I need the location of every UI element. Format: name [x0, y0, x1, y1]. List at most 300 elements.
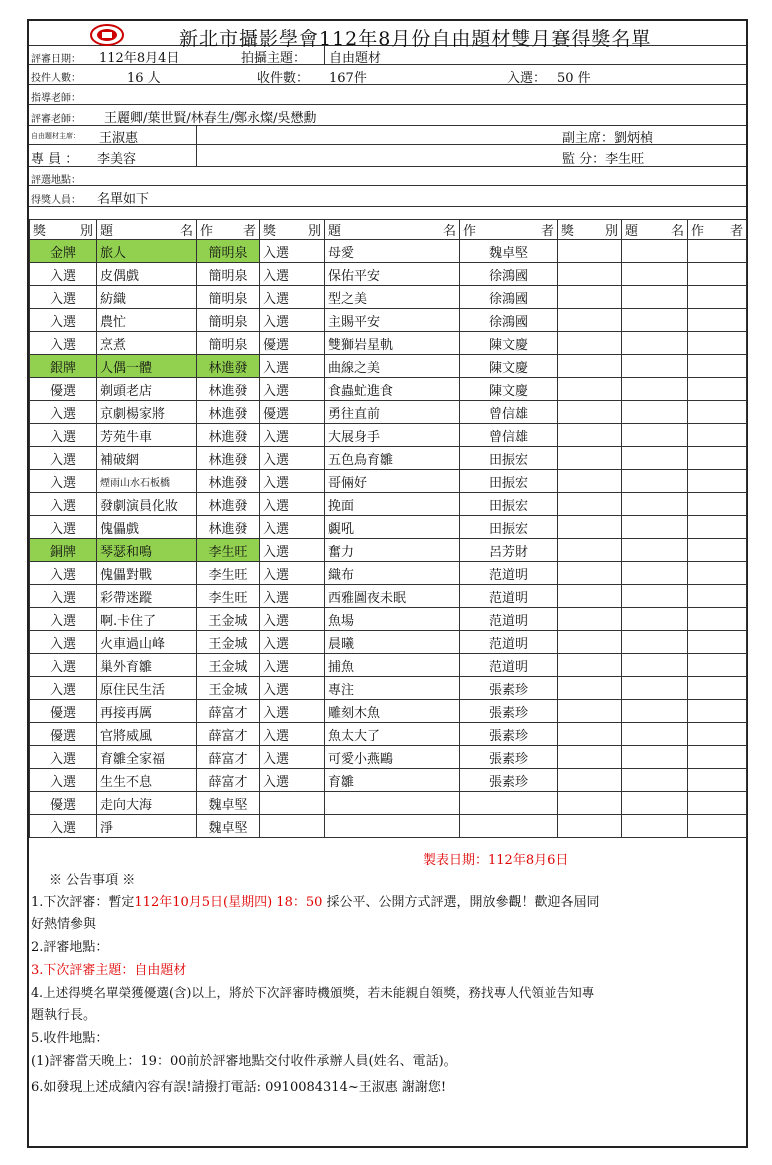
award-cell: 入選 [30, 470, 97, 493]
title-cell: 啊.卡住了 [97, 608, 197, 631]
award-cell: 入選 [260, 286, 325, 309]
venue-label: 評選地點： [31, 175, 81, 186]
empty-cell [688, 355, 747, 378]
title-cell: 生生不息 [97, 769, 197, 792]
award-cell: 優選 [30, 378, 97, 401]
empty-cell [688, 792, 747, 815]
award-cell: 入選 [260, 493, 325, 516]
author-cell: 徐鴻國 [460, 309, 558, 332]
table-row [30, 286, 747, 309]
title-cell: 補破網 [97, 447, 197, 470]
title-cell: 魚場 [325, 608, 460, 631]
empty-cell [558, 677, 622, 700]
empty-cell [622, 263, 688, 286]
officer-label: 專 員 ： [31, 152, 79, 167]
notice-line-5a: (1)評審當天晚上：19：00前於評審地點交付收件承辦人員(姓名、電話)。 [31, 1054, 457, 1069]
table-row [30, 654, 747, 677]
author-cell: 李生旺 [197, 562, 260, 585]
title-cell: 育雛 [325, 769, 460, 792]
table-row [30, 792, 747, 815]
judge-date: 112年8月4日 [99, 51, 180, 66]
author-cell: 徐鴻國 [460, 263, 558, 286]
venue-row [29, 167, 746, 186]
chair-row [29, 126, 746, 145]
table-row [30, 723, 747, 746]
title-cell: 捕魚 [325, 654, 460, 677]
award-cell: 入選 [260, 378, 325, 401]
table-row [30, 539, 747, 562]
empty-cell [688, 562, 747, 585]
title-row [29, 21, 746, 50]
empty-cell [688, 677, 747, 700]
award-cell: 入選 [260, 746, 325, 769]
table-row [30, 378, 747, 401]
title-cell: 哥倆好 [325, 470, 460, 493]
award-cell: 入選 [260, 447, 325, 470]
empty-cell [558, 447, 622, 470]
empty-cell [688, 263, 747, 286]
author-cell: 林進發 [197, 424, 260, 447]
award-cell: 入選 [260, 769, 325, 792]
winners-label: 得獎人員： [31, 195, 81, 206]
author-cell: 范道明 [460, 585, 558, 608]
award-cell: 優選 [260, 401, 325, 424]
column-header: 題 名 [97, 220, 197, 240]
author-cell: 薛富才 [197, 723, 260, 746]
table-row [30, 677, 747, 700]
title-cell: 官將威風 [97, 723, 197, 746]
award-cell: 入選 [30, 516, 97, 539]
table-row [30, 562, 747, 585]
theme-label: 拍攝主題： [241, 51, 307, 66]
empty-cell [558, 608, 622, 631]
award-cell: 入選 [260, 585, 325, 608]
empty-cell [558, 263, 622, 286]
title-cell: 雙獅岩星軌 [325, 332, 460, 355]
award-cell: 入選 [260, 700, 325, 723]
award-cell: 優選 [30, 723, 97, 746]
title-cell: 曲線之美 [325, 355, 460, 378]
empty-cell [622, 769, 688, 792]
award-cell: 優選 [30, 792, 97, 815]
award-cell: 入選 [30, 309, 97, 332]
selected-label: 入選： [507, 71, 547, 86]
author-cell: 林進發 [197, 401, 260, 424]
award-cell: 優選 [260, 332, 325, 355]
author-cell: 薛富才 [197, 769, 260, 792]
author-cell: 陳文慶 [460, 378, 558, 401]
table-row [30, 309, 747, 332]
author-cell: 張素珍 [460, 746, 558, 769]
author-cell: 范道明 [460, 631, 558, 654]
title-cell: 紡織 [97, 286, 197, 309]
title-cell: 覷吼 [325, 516, 460, 539]
scorer: 監 分：李生旺 [562, 152, 645, 167]
title-cell [325, 792, 460, 815]
author-cell: 張素珍 [460, 769, 558, 792]
author-cell: 薛富才 [197, 700, 260, 723]
empty-cell [558, 516, 622, 539]
empty-cell [688, 401, 747, 424]
empty-cell [622, 700, 688, 723]
empty-cell [688, 769, 747, 792]
empty-cell [558, 424, 622, 447]
award-cell: 入選 [260, 631, 325, 654]
empty-cell [622, 493, 688, 516]
winners: 名單如下 [97, 192, 150, 207]
title-cell: 育雛全家福 [97, 746, 197, 769]
empty-cell [558, 815, 622, 838]
officer: 李美容 [97, 152, 137, 167]
notice-line-5: 5.收件地點： [31, 1031, 109, 1046]
award-cell: 銅牌 [30, 539, 97, 562]
author-cell: 田振宏 [460, 470, 558, 493]
award-cell: 入選 [260, 470, 325, 493]
author-cell: 林進發 [197, 493, 260, 516]
empty-cell [558, 493, 622, 516]
entrants-row [29, 65, 746, 85]
empty-cell [688, 240, 747, 263]
title-cell: 型之美 [325, 286, 460, 309]
author-cell: 林進發 [197, 470, 260, 493]
column-header: 獎 別 [558, 220, 622, 240]
author-cell: 徐鴻國 [460, 286, 558, 309]
empty-cell [688, 585, 747, 608]
empty-cell [688, 608, 747, 631]
empty-cell [622, 654, 688, 677]
title-cell: 巢外育雛 [97, 654, 197, 677]
table-row [30, 608, 747, 631]
award-cell: 入選 [260, 608, 325, 631]
author-cell: 簡明泉 [197, 332, 260, 355]
author-cell: 呂芳財 [460, 539, 558, 562]
empty-cell [622, 516, 688, 539]
author-cell: 李生旺 [197, 539, 260, 562]
author-cell: 王金城 [197, 677, 260, 700]
award-cell: 金牌 [30, 240, 97, 263]
title-cell: 傀儡對戰 [97, 562, 197, 585]
received-label: 收件數： [257, 71, 310, 86]
award-cell: 入選 [30, 815, 97, 838]
award-cell: 入選 [260, 516, 325, 539]
empty-cell [688, 631, 747, 654]
empty-cell [558, 332, 622, 355]
title-cell: 保佑平安 [325, 263, 460, 286]
award-cell: 入選 [260, 240, 325, 263]
empty-cell [622, 631, 688, 654]
empty-cell [558, 585, 622, 608]
title-cell: 琴瑟和鳴 [97, 539, 197, 562]
award-cell: 入選 [260, 309, 325, 332]
empty-cell [622, 424, 688, 447]
empty-cell [622, 792, 688, 815]
title-cell: 淨 [97, 815, 197, 838]
title-cell: 烹煮 [97, 332, 197, 355]
author-cell: 王金城 [197, 631, 260, 654]
title-cell: 織布 [325, 562, 460, 585]
notice-line-1b: 好熱情參與 [31, 917, 97, 932]
author-cell: 曾信雄 [460, 401, 558, 424]
author-cell: 張素珍 [460, 700, 558, 723]
author-cell: 林進發 [197, 378, 260, 401]
theme: 自由題材 [329, 51, 382, 66]
award-cell: 入選 [30, 769, 97, 792]
empty-cell [688, 493, 747, 516]
empty-cell [622, 447, 688, 470]
empty-cell [688, 309, 747, 332]
empty-cell [622, 240, 688, 263]
author-cell: 范道明 [460, 654, 558, 677]
award-cell: 入選 [30, 263, 97, 286]
empty-cell [558, 401, 622, 424]
vice-chair: 副主席：劉炳楨 [562, 131, 654, 146]
empty-cell [558, 654, 622, 677]
empty-cell [622, 562, 688, 585]
instructor-row [29, 85, 746, 105]
title-cell [325, 815, 460, 838]
empty-cell [688, 815, 747, 838]
award-cell: 入選 [260, 263, 325, 286]
table-row [30, 746, 747, 769]
author-cell: 曾信雄 [460, 424, 558, 447]
empty-cell [688, 332, 747, 355]
award-cell: 入選 [30, 447, 97, 470]
empty-cell [558, 378, 622, 401]
author-cell: 田振宏 [460, 516, 558, 539]
empty-cell [688, 378, 747, 401]
empty-cell [688, 746, 747, 769]
empty-cell [622, 585, 688, 608]
author-cell: 張素珍 [460, 723, 558, 746]
award-cell [260, 792, 325, 815]
column-header: 作 者 [197, 220, 260, 240]
officer-row [29, 145, 746, 167]
title-cell: 食蟲虻進食 [325, 378, 460, 401]
author-cell: 簡明泉 [197, 263, 260, 286]
author-cell: 魏卓堅 [460, 240, 558, 263]
empty-cell [558, 723, 622, 746]
author-cell: 王金城 [197, 654, 260, 677]
award-sheet [27, 19, 748, 1148]
author-cell: 李生旺 [197, 585, 260, 608]
notice-line-4b: 題執行長。 [31, 1008, 97, 1023]
award-cell: 入選 [30, 424, 97, 447]
instructor-label: 指導老師： [31, 93, 81, 104]
empty-cell [622, 677, 688, 700]
winners-row [29, 186, 746, 207]
award-cell: 入選 [260, 654, 325, 677]
table-row [30, 332, 747, 355]
author-cell: 陳文慶 [460, 355, 558, 378]
author-cell [460, 815, 558, 838]
author-cell: 魏卓堅 [197, 792, 260, 815]
title-cell: 魚太大了 [325, 723, 460, 746]
author-cell: 林進發 [197, 355, 260, 378]
judge-date-label: 評審日期： [31, 54, 81, 65]
empty-cell [622, 286, 688, 309]
award-cell: 入選 [30, 654, 97, 677]
title-cell: 勇往直前 [325, 401, 460, 424]
entrants-label: 投件人數： [31, 73, 81, 84]
title-cell: 奮力 [325, 539, 460, 562]
empty-cell [558, 631, 622, 654]
title-cell: 雕刻木魚 [325, 700, 460, 723]
table-row [30, 815, 747, 838]
empty-cell [688, 447, 747, 470]
table-row [30, 631, 747, 654]
column-header: 獎 別 [30, 220, 97, 240]
empty-cell [622, 401, 688, 424]
empty-cell [622, 608, 688, 631]
title-cell: 母愛 [325, 240, 460, 263]
received: 167件 [329, 71, 367, 86]
empty-cell [622, 309, 688, 332]
judges: 王麗卿/葉世賢/林春生/鄭永燦/吳懋勳 [104, 111, 317, 126]
award-cell: 入選 [30, 493, 97, 516]
author-cell: 簡明泉 [197, 309, 260, 332]
notice-line-2: 2.評審地點： [31, 940, 109, 955]
award-cell: 入選 [30, 286, 97, 309]
column-header: 題 名 [622, 220, 688, 240]
award-cell: 入選 [260, 677, 325, 700]
author-cell: 范道明 [460, 608, 558, 631]
empty-cell [558, 286, 622, 309]
column-header: 作 者 [460, 220, 558, 240]
table-row [30, 355, 747, 378]
title-cell: 剃頭老店 [97, 378, 197, 401]
award-cell: 入選 [30, 608, 97, 631]
empty-cell [688, 539, 747, 562]
table-row [30, 493, 747, 516]
author-cell: 魏卓堅 [197, 815, 260, 838]
empty-cell [622, 815, 688, 838]
author-cell: 田振宏 [460, 447, 558, 470]
title-cell: 芳苑牛車 [97, 424, 197, 447]
entrants: 16 人 [127, 71, 161, 86]
empty-cell [688, 723, 747, 746]
table-row [30, 447, 747, 470]
notice-line-3: 3.下次評審主題：自由題材 [31, 963, 187, 978]
column-header: 題 名 [325, 220, 460, 240]
empty-cell [688, 470, 747, 493]
table-row [30, 263, 747, 286]
judges-row [29, 105, 746, 126]
notice-1-prefix: 1.下次評審：暫定 [31, 895, 135, 910]
judges-label: 評審老師： [31, 114, 81, 125]
title-cell: 可愛小燕鷗 [325, 746, 460, 769]
empty-cell [558, 355, 622, 378]
empty-cell [622, 746, 688, 769]
award-cell [260, 815, 325, 838]
empty-cell [558, 309, 622, 332]
table-row [30, 424, 747, 447]
empty-cell [622, 355, 688, 378]
empty-cell [688, 286, 747, 309]
table-row [30, 769, 747, 792]
selected: 50 件 [557, 71, 591, 86]
judge-date-row [29, 46, 746, 65]
empty-cell [558, 539, 622, 562]
empty-cell [688, 516, 747, 539]
column-header: 獎 別 [260, 220, 325, 240]
title-cell: 發劇演員化妝 [97, 493, 197, 516]
title-cell: 大展身手 [325, 424, 460, 447]
empty-cell [558, 562, 622, 585]
chair-label: 自由題材主席： [31, 132, 80, 140]
author-cell: 簡明泉 [197, 240, 260, 263]
author-cell: 簡明泉 [197, 286, 260, 309]
empty-cell [558, 240, 622, 263]
author-cell: 林進發 [197, 516, 260, 539]
award-cell: 入選 [260, 723, 325, 746]
award-cell: 入選 [260, 424, 325, 447]
made-date: 製表日期：112年8月6日 [423, 853, 569, 868]
notice-heading: ※ 公告事項 ※ [49, 873, 136, 888]
column-header: 作 者 [688, 220, 747, 240]
award-cell: 入選 [30, 332, 97, 355]
award-cell: 入選 [30, 631, 97, 654]
award-cell: 入選 [30, 585, 97, 608]
notice-line-6: 6.如發現上述成績內容有誤!請撥打電話: 0910084314~王淑惠 謝謝您! [31, 1080, 447, 1095]
author-cell: 范道明 [460, 562, 558, 585]
empty-cell [622, 723, 688, 746]
title-cell: 煙雨山水石板橋 [97, 470, 197, 493]
award-cell: 優選 [30, 700, 97, 723]
award-cell: 入選 [30, 562, 97, 585]
notice-1-suffix: 採公平、公開方式評選，開放參觀！歡迎各屆同 [322, 895, 600, 910]
title-cell: 人偶一體 [97, 355, 197, 378]
award-cell: 銀牌 [30, 355, 97, 378]
award-cell: 入選 [30, 401, 97, 424]
next-judge-date: 112年10月5日(星期四) 18：50 [134, 895, 323, 910]
title-cell: 彩帶迷蹤 [97, 585, 197, 608]
author-cell: 林進發 [197, 447, 260, 470]
table-header-row [30, 220, 747, 240]
title-cell: 晨曦 [325, 631, 460, 654]
empty-cell [622, 378, 688, 401]
table-row [30, 516, 747, 539]
empty-cell [558, 746, 622, 769]
author-cell: 田振宏 [460, 493, 558, 516]
empty-cell [622, 470, 688, 493]
chair: 王淑惠 [99, 131, 139, 146]
empty-cell [558, 792, 622, 815]
award-cell: 入選 [30, 677, 97, 700]
title-cell: 西雅圖夜未眠 [325, 585, 460, 608]
title-cell: 再接再厲 [97, 700, 197, 723]
table-row [30, 401, 747, 424]
title-cell: 原住民生活 [97, 677, 197, 700]
award-cell: 入選 [30, 746, 97, 769]
empty-cell [688, 654, 747, 677]
title-cell: 專注 [325, 677, 460, 700]
empty-cell [558, 470, 622, 493]
title-cell: 傀儡戲 [97, 516, 197, 539]
author-cell: 張素珍 [460, 677, 558, 700]
empty-cell [688, 424, 747, 447]
title-cell: 火車過山峰 [97, 631, 197, 654]
author-cell: 薛富才 [197, 746, 260, 769]
table-row [30, 470, 747, 493]
title-cell: 農忙 [97, 309, 197, 332]
table-row [30, 585, 747, 608]
empty-cell [688, 700, 747, 723]
table-row [30, 240, 747, 263]
award-cell: 入選 [260, 355, 325, 378]
award-cell: 入選 [260, 562, 325, 585]
page-title: 新北市攝影學會112年8月份自由題材雙月賽得獎名單 [179, 28, 652, 50]
title-cell: 挽面 [325, 493, 460, 516]
